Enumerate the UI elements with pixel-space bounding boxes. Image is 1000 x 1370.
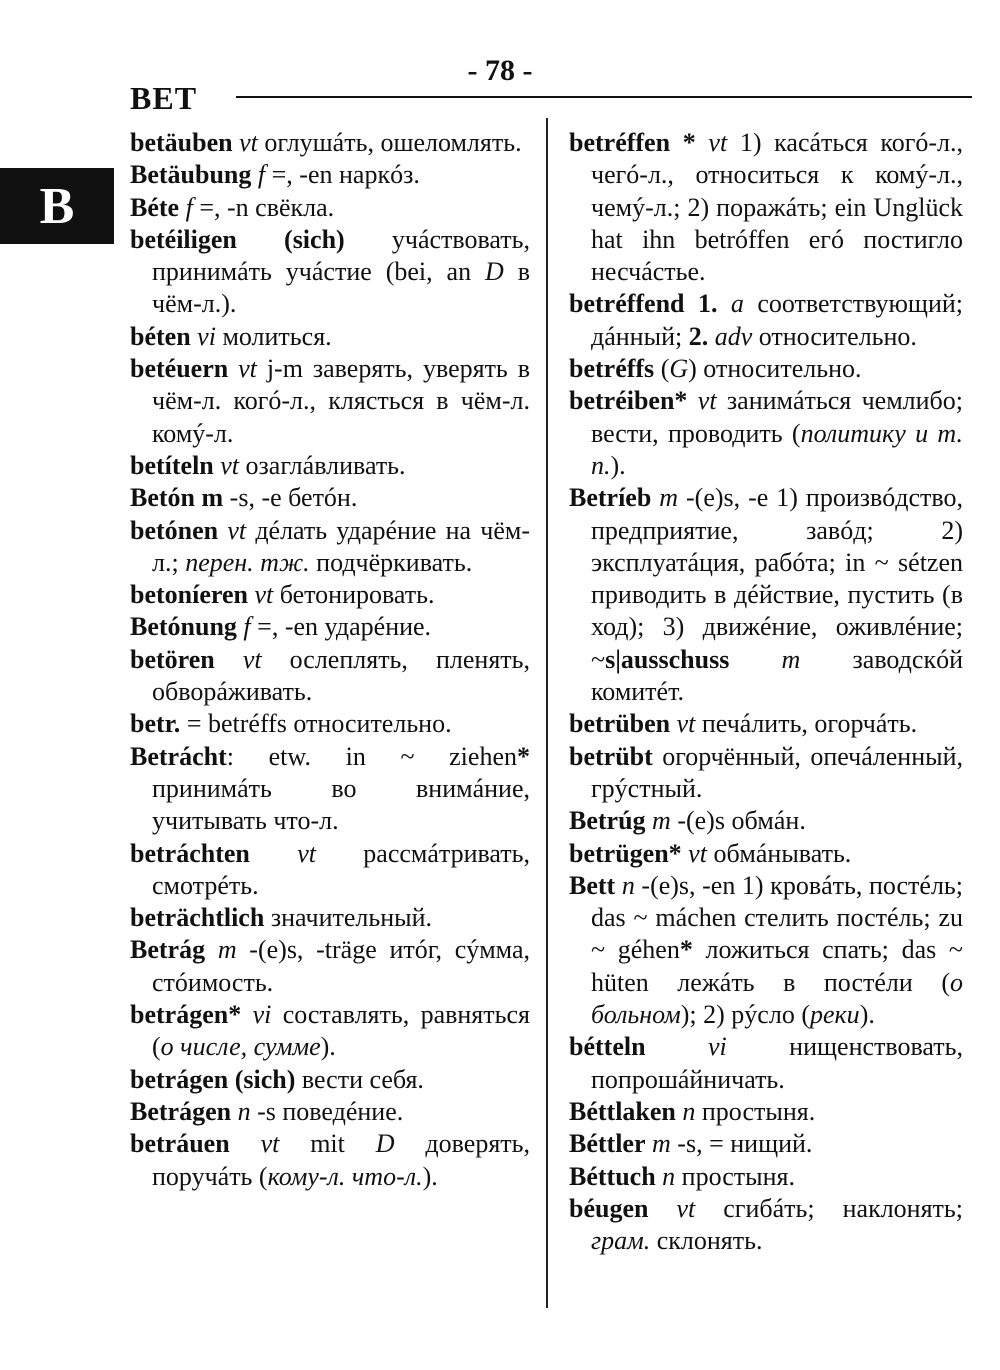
entry-text: -s, -e бетóн. <box>223 483 358 513</box>
entry-grammar: vt <box>239 128 258 157</box>
dictionary-entry <box>569 838 963 870</box>
entry-text: бетонировать. <box>273 580 435 610</box>
dictionary-entry <box>130 934 530 999</box>
entry-text: составлять, равняться ( <box>152 1000 530 1062</box>
thumb-index-tab <box>0 168 114 244</box>
entry-headword: beträchtlich <box>130 903 265 933</box>
page-number: - 78 - <box>467 54 533 87</box>
entry-text: значительный. <box>264 903 433 933</box>
entry-headword: betäuben <box>130 128 233 157</box>
entry-grammar: vt <box>708 128 728 157</box>
dictionary-entry <box>569 1193 963 1258</box>
dictionary-entry <box>569 353 963 385</box>
entry-text: * <box>679 935 693 965</box>
entry-grammar: vt <box>242 644 262 674</box>
entry-headword: Betónung <box>130 612 237 642</box>
entry-text: =, -en наркóз. <box>265 160 420 190</box>
entry-text: подчёркивать. <box>309 547 473 577</box>
entry-text: политику и т. п. <box>591 418 963 480</box>
dictionary-entry <box>569 741 963 806</box>
entry-headword: Betríeb <box>569 483 652 513</box>
dictionary-entry <box>130 611 530 643</box>
entry-text: рассмáтривать, смотрéть. <box>152 838 531 900</box>
entry-text: ) относительно. <box>688 354 862 384</box>
entry-text: относительно. <box>752 321 917 351</box>
entry-grammar: vt <box>220 450 240 480</box>
dictionary-entry <box>569 870 963 1031</box>
dictionary-entry <box>130 1064 530 1096</box>
entry-headword: béten <box>130 321 191 351</box>
entry-text: нищенствовать, попрошáйничать. <box>591 1032 964 1094</box>
entry-grammar: f <box>185 192 193 222</box>
entry-text: -(e)s, -träge итóг, сýмма, стóимость. <box>152 935 531 997</box>
entry-text <box>241 1000 252 1029</box>
entry-headword: betráchten <box>130 838 250 868</box>
entry-grammar: m <box>781 644 801 674</box>
entry-text: G <box>669 354 689 384</box>
dictionary-entry <box>569 1128 963 1160</box>
entry-text <box>687 386 697 415</box>
entry-text: =, -n свёкла. <box>192 192 335 222</box>
entry-text: 2. <box>688 321 709 351</box>
left-column <box>130 127 530 1193</box>
entry-text: =, -en ударéние. <box>250 612 432 642</box>
entry-text <box>696 128 709 157</box>
entry-headword: Béttuch <box>569 1161 656 1191</box>
entry-grammar: vt <box>238 354 257 384</box>
entry-grammar: m <box>217 935 237 965</box>
entry-text: ). <box>320 1032 336 1062</box>
entry-text <box>646 1032 708 1061</box>
entry-text: о больном <box>591 967 963 1030</box>
entry-headword: Betrágen <box>130 1096 232 1126</box>
entry-headword: Béte <box>130 192 180 222</box>
entry-text: простыня. <box>695 1096 816 1126</box>
entry-text: оглушáть, ошеломлять. <box>257 128 522 157</box>
running-head: BET <box>130 80 198 116</box>
dictionary-entry <box>569 288 963 353</box>
entry-headword: Betrúg <box>569 806 646 836</box>
entry-headword: betréiben <box>569 386 675 416</box>
entry-headword: betónen <box>130 515 219 545</box>
entry-text: сгибáть; наклонять; <box>695 1193 963 1223</box>
dictionary-entry <box>130 515 530 580</box>
entry-headword: betoníeren <box>130 580 248 610</box>
entry-headword: bétteln <box>569 1032 646 1062</box>
entry-text: ). <box>610 450 626 480</box>
entry-text: ). <box>859 1000 875 1030</box>
entry-text: -s, = нищий. <box>670 1129 813 1159</box>
dictionary-entry <box>130 838 530 903</box>
entry-headword: betrágen (sich) <box>130 1064 296 1094</box>
entry-grammar: a <box>730 289 744 319</box>
entry-text: кому-л. что-л. <box>267 1161 423 1191</box>
entry-headword: betrübt <box>569 741 653 771</box>
entry-grammar: n <box>662 1161 676 1191</box>
header-rule <box>236 96 972 98</box>
entry-text: * <box>668 838 682 868</box>
entry-headword: betíteln <box>130 450 214 480</box>
entry-text: принимáть во внимáние, учитывать что-л. <box>152 773 530 836</box>
entry-text <box>729 645 781 674</box>
dictionary-entry <box>130 321 530 353</box>
entry-text <box>228 354 238 383</box>
entry-text: D <box>375 1129 395 1159</box>
entry-text: огорчённый, опечáленный, грýстный. <box>591 741 963 803</box>
entry-headword: betr. <box>130 709 181 739</box>
entry-text: ( <box>654 354 670 384</box>
entry-grammar: n <box>621 870 635 900</box>
dictionary-entry <box>569 708 963 740</box>
entry-text: простыня. <box>675 1161 795 1191</box>
entry-text: обмáнывать. <box>706 838 852 868</box>
entry-grammar: f <box>257 160 266 190</box>
dictionary-entry <box>130 159 530 191</box>
entry-headword: betrügen <box>569 838 669 868</box>
entry-text: mit <box>279 1129 376 1159</box>
entry-grammar: vt <box>688 838 707 868</box>
entry-headword: Betón <box>130 483 195 513</box>
dictionary-entry <box>569 805 963 837</box>
dictionary-entry <box>130 902 530 934</box>
right-column <box>569 127 963 1257</box>
entry-headword: Bett <box>569 870 616 900</box>
entry-text: о числе, сумме <box>160 1032 321 1062</box>
entry-headword: betéuern <box>130 354 229 384</box>
entry-text: = betréffs относительно. <box>180 709 452 739</box>
entry-text: ); 2) рýсло ( <box>680 1000 810 1030</box>
entry-text: озаглáвливать. <box>239 450 406 480</box>
entry-text <box>205 935 218 964</box>
dictionary-entry <box>130 999 530 1064</box>
entry-grammar: m <box>659 483 679 513</box>
dictionary-entry <box>130 224 530 321</box>
dictionary-entry <box>569 127 963 288</box>
entry-headword: betréffs <box>569 354 655 384</box>
entry-text: реки <box>809 1000 860 1030</box>
entry-text: молиться. <box>215 321 332 351</box>
entry-headword: betrüben <box>569 709 671 739</box>
entry-text: заводскóй комитéт. <box>591 644 963 707</box>
entry-text: -s поведéние. <box>250 1096 404 1126</box>
entry-text: s|ausschuss <box>605 644 730 674</box>
entry-grammar: vt <box>676 1193 696 1223</box>
entry-grammar: n <box>682 1096 696 1126</box>
entry-grammar: vi <box>252 1000 272 1030</box>
dictionary-entry <box>130 450 530 482</box>
dictionary-entry <box>130 192 530 224</box>
dictionary-entry <box>130 482 530 514</box>
entry-text: печáлить, огорчáть. <box>695 709 918 739</box>
entry-text <box>215 645 243 674</box>
entry-headword: Béttler <box>569 1129 646 1159</box>
entry-headword: betráuen <box>130 1129 230 1159</box>
entry-text: D <box>485 257 504 287</box>
entry-text: учáствовать, принимáть учáстие (bei, an <box>152 224 531 287</box>
entry-grammar: m <box>652 806 671 836</box>
entry-headword: Béttlaken <box>569 1096 676 1126</box>
dictionary-entry <box>130 708 530 740</box>
entry-grammar: vi <box>197 321 216 351</box>
entry-headword: m <box>201 483 224 513</box>
dictionary-entry <box>130 741 530 838</box>
entry-headword: betréffen <box>569 128 671 157</box>
entry-text: вести себя. <box>295 1064 424 1094</box>
dictionary-entry <box>130 1128 530 1193</box>
entry-grammar: m <box>652 1129 671 1159</box>
entry-text: * <box>682 128 696 157</box>
entry-grammar: vt <box>254 580 274 610</box>
entry-headword: betören <box>130 644 215 674</box>
entry-headword: béugen <box>569 1193 649 1223</box>
entry-text <box>685 289 698 318</box>
dictionary-entry <box>130 644 530 709</box>
thumb-index-letter: B <box>39 177 75 235</box>
entry-headword: Betäubung <box>130 160 252 190</box>
column-divider <box>546 118 548 1308</box>
entry-text: * <box>674 386 688 416</box>
dictionary-entry <box>130 127 530 159</box>
entry-text: 1) касáться когó-л., чегó-л., относиться к комý-л., чемý-л.; 2) поражáть; ein Unglück hat ihn betróffen егó постигло несчáстье. <box>591 128 964 287</box>
entry-headword: betrágen <box>130 1000 229 1030</box>
entry-text: : etw. in ~ ziehen <box>226 741 517 771</box>
entry-text: ослеплять, пленять, обворáживать. <box>152 644 531 707</box>
dictionary-entry <box>569 1096 963 1128</box>
entry-text: в чём-л.). <box>152 257 530 319</box>
entry-text <box>250 839 297 868</box>
entry-headword: Betrácht <box>130 741 227 771</box>
entry-text <box>230 1129 261 1158</box>
entry-text: * <box>228 1000 242 1030</box>
dictionary-entry <box>569 482 963 708</box>
dictionary-entry <box>569 385 963 482</box>
entry-grammar: n <box>237 1096 251 1126</box>
dictionary-entry <box>569 1031 963 1096</box>
entry-text: дéлать ударéние на чём-л.; <box>152 515 530 577</box>
dictionary-entry <box>130 579 530 611</box>
entry-text <box>717 289 730 318</box>
entry-grammar: vt <box>227 515 247 545</box>
entry-text: перен. тж. <box>185 547 310 577</box>
entry-text: -(e)s обмáн. <box>670 806 806 836</box>
entry-text: -(e)s, -en 1) кровáть, постéль; das ~ máchen стелить постéль; zu ~ géhen <box>591 870 964 965</box>
dictionary-entry <box>569 1161 963 1193</box>
entry-headword: betréffend <box>569 289 685 319</box>
entry-text: -(e)s, -e 1) произвóдство, предприятие, завóд; 2) эксплуатáция, рабóта; in ~ sétzen приводить в дéйствие, пустить (в ход); 3) движéние, оживлéние; ~ <box>591 483 964 674</box>
entry-text: j-m заверять, уверять в чём-л. когó-л., клясться в чём-л. комý-л. <box>152 354 530 448</box>
entry-grammar: vt <box>697 386 717 416</box>
entry-grammar: vt <box>260 1129 280 1159</box>
entry-grammar: vi <box>707 1032 727 1062</box>
entry-text: ложиться спать; das ~ hüten лежáть в постéли ( <box>591 935 963 997</box>
entry-text: 1. <box>697 289 718 319</box>
entry-text: занимáться чемлибо; вести, проводить ( <box>591 386 964 448</box>
entry-text <box>648 1194 676 1223</box>
dictionary-entry <box>130 1096 530 1128</box>
entry-text <box>670 128 683 157</box>
entry-grammar: vt <box>297 838 316 868</box>
entry-text: соответствующий; дáнный; <box>591 289 964 351</box>
entry-text: * <box>517 741 530 771</box>
entry-text: склонять. <box>650 1226 763 1256</box>
entry-text: доверять, поручáть ( <box>152 1129 531 1191</box>
entry-text: грам. <box>591 1226 651 1256</box>
entry-text <box>218 516 227 545</box>
entry-text <box>615 871 622 900</box>
entry-headword: betéiligen (sich) <box>130 224 345 254</box>
dictionary-entry <box>130 353 530 450</box>
entry-grammar: vt <box>676 709 696 739</box>
entry-text: ). <box>422 1161 438 1191</box>
entry-grammar: adv <box>714 321 753 351</box>
entry-headword: Betrág <box>130 935 206 965</box>
entry-grammar: f <box>243 612 251 642</box>
